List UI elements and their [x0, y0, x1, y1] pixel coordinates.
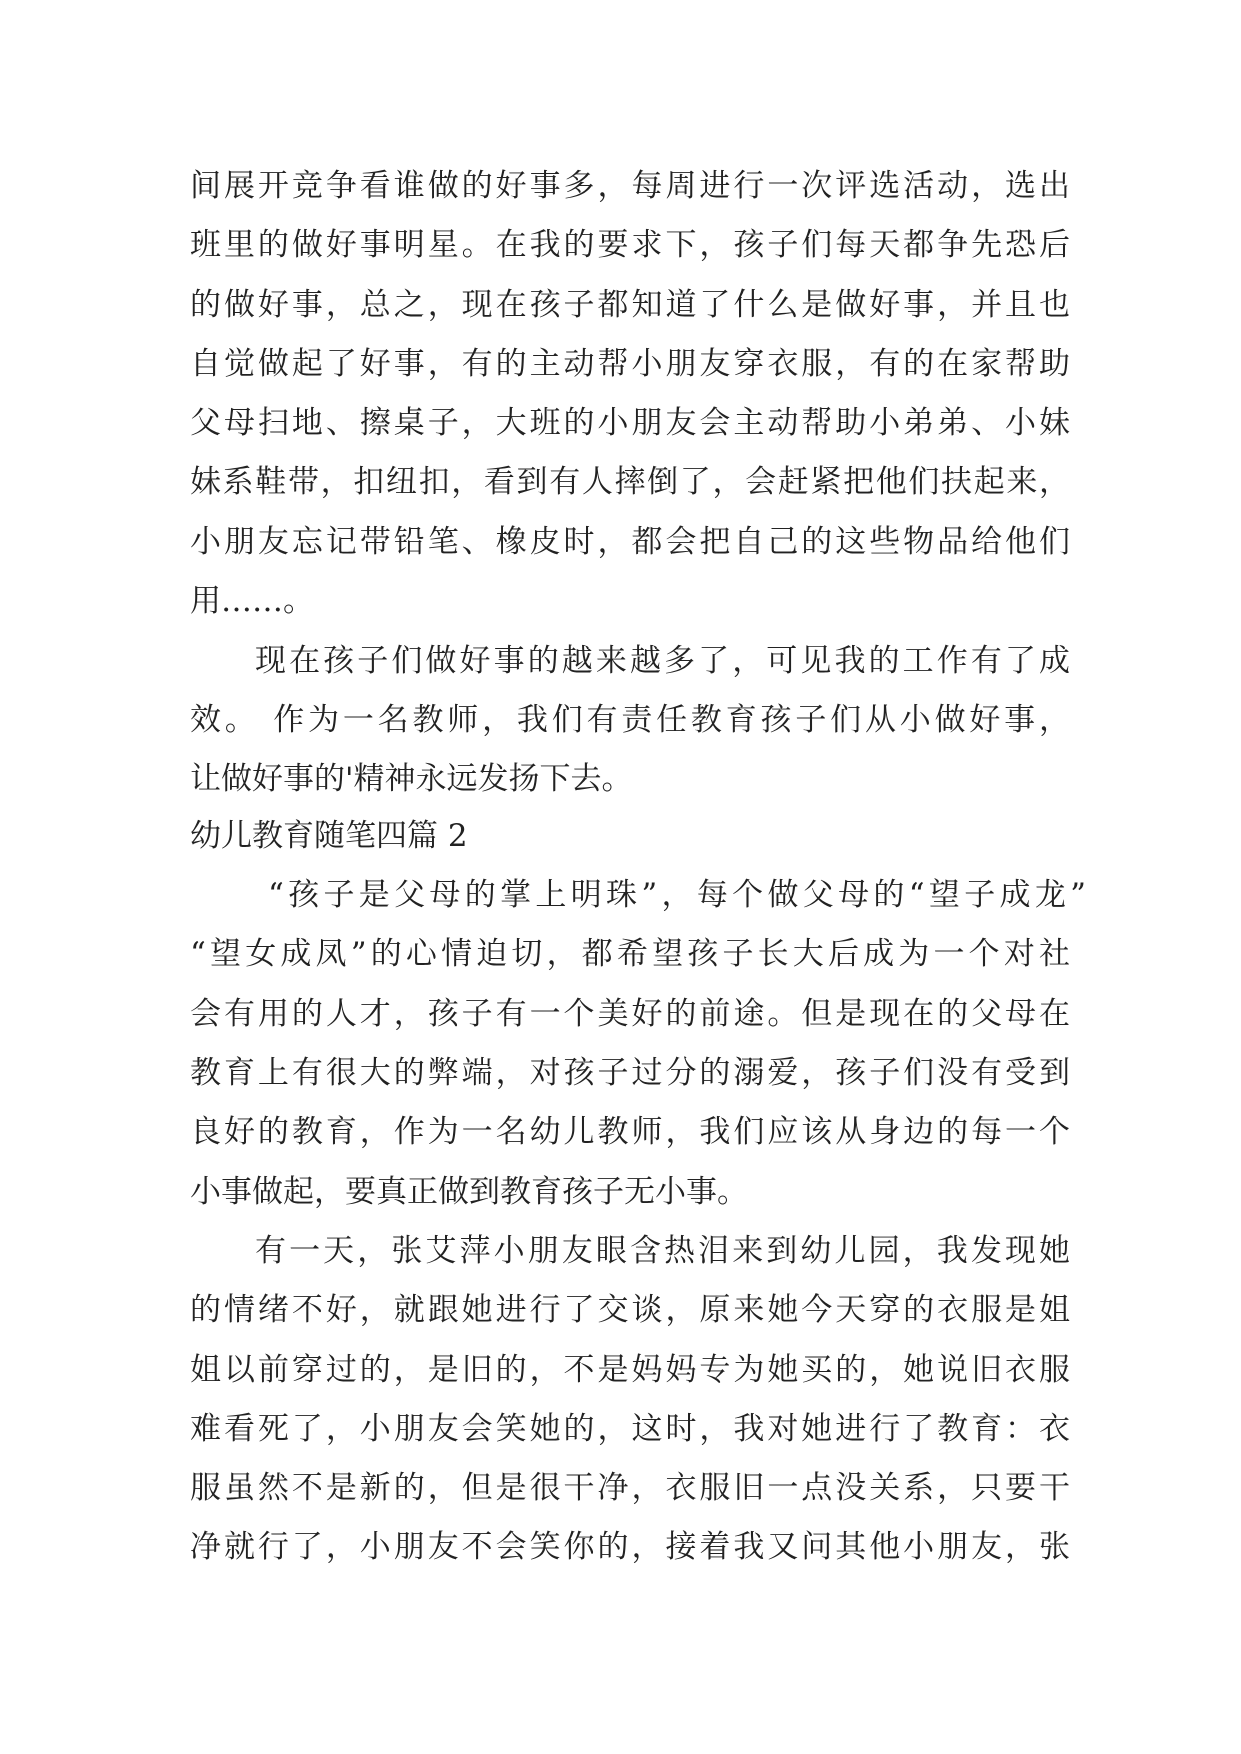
paragraph-1-line-3: 的做好事，总之，现在孩子都知道了什么是做好事，并且也 — [190, 287, 1070, 323]
paragraph-1-line-8: 用……。 — [190, 583, 314, 619]
paragraph-4-line-6: 净就行了，小朋友不会笑你的，接着我又问其他小朋友，张 — [190, 1529, 1070, 1565]
paragraph-3-line-6: 小事做起，要真正做到教育孩子无小事。 — [190, 1174, 748, 1210]
paragraph-4-line-5: 服虽然不是新的，但是很干净，衣服旧一点没关系，只要干 — [190, 1470, 1070, 1506]
section-title: 幼儿教育随笔四篇 2 — [190, 818, 468, 854]
paragraph-1-line-6: 妹系鞋带，扣纽扣，看到有人摔倒了，会赶紧把他们扶起来， — [190, 464, 1070, 500]
paragraph-4-line-4: 难看死了，小朋友会笑她的，这时，我对她进行了教育：衣 — [190, 1411, 1070, 1447]
paragraph-2-line-3: 让做好事的'精神永远发扬下去。 — [190, 761, 633, 797]
paragraph-1-line-7: 小朋友忘记带铅笔、橡皮时，都会把自己的这些物品给他们 — [190, 524, 1070, 560]
paragraph-4-line-3: 姐以前穿过的，是旧的，不是妈妈专为她买的，她说旧衣服 — [190, 1352, 1070, 1388]
paragraph-3-line-5: 良好的教育，作为一名幼儿教师，我们应该从身边的每一个 — [190, 1114, 1070, 1150]
paragraph-3-line-4: 教育上有很大的弊端，对孩子过分的溺爱，孩子们没有受到 — [190, 1055, 1070, 1091]
paragraph-1-line-4: 自觉做起了好事，有的主动帮小朋友穿衣服，有的在家帮助 — [190, 346, 1070, 382]
paragraph-3-line-2: “望女成凤”的心情迫切，都希望孩子长大后成为一个对社 — [190, 936, 1070, 972]
paragraph-2-line-1: 现在孩子们做好事的越来越多了，可见我的工作有了成 — [255, 643, 1070, 679]
paragraph-1-line-5: 父母扫地、擦桌子，大班的小朋友会主动帮助小弟弟、小妹 — [190, 405, 1070, 441]
paragraph-1-line-2: 班里的做好事明星。在我的要求下，孩子们每天都争先恐后 — [190, 227, 1070, 263]
paragraph-1-line-1: 间展开竞争看谁做的好事多，每周进行一次评选活动，选出 — [190, 168, 1070, 204]
paragraph-4-line-1: 有一天，张艾萍小朋友眼含热泪来到幼儿园，我发现她 — [255, 1233, 1070, 1269]
paragraph-4-line-2: 的情绪不好，就跟她进行了交谈，原来她今天穿的衣服是姐 — [190, 1292, 1070, 1328]
paragraph-2-line-2: 效。 作为一名教师，我们有责任教育孩子们从小做好事， — [190, 702, 1070, 738]
paragraph-3-line-3: 会有用的人才，孩子有一个美好的前途。但是现在的父母在 — [190, 996, 1070, 1032]
paragraph-3-line-1: “孩子是父母的掌上明珠”，每个做父母的“望子成龙” — [268, 877, 1086, 913]
